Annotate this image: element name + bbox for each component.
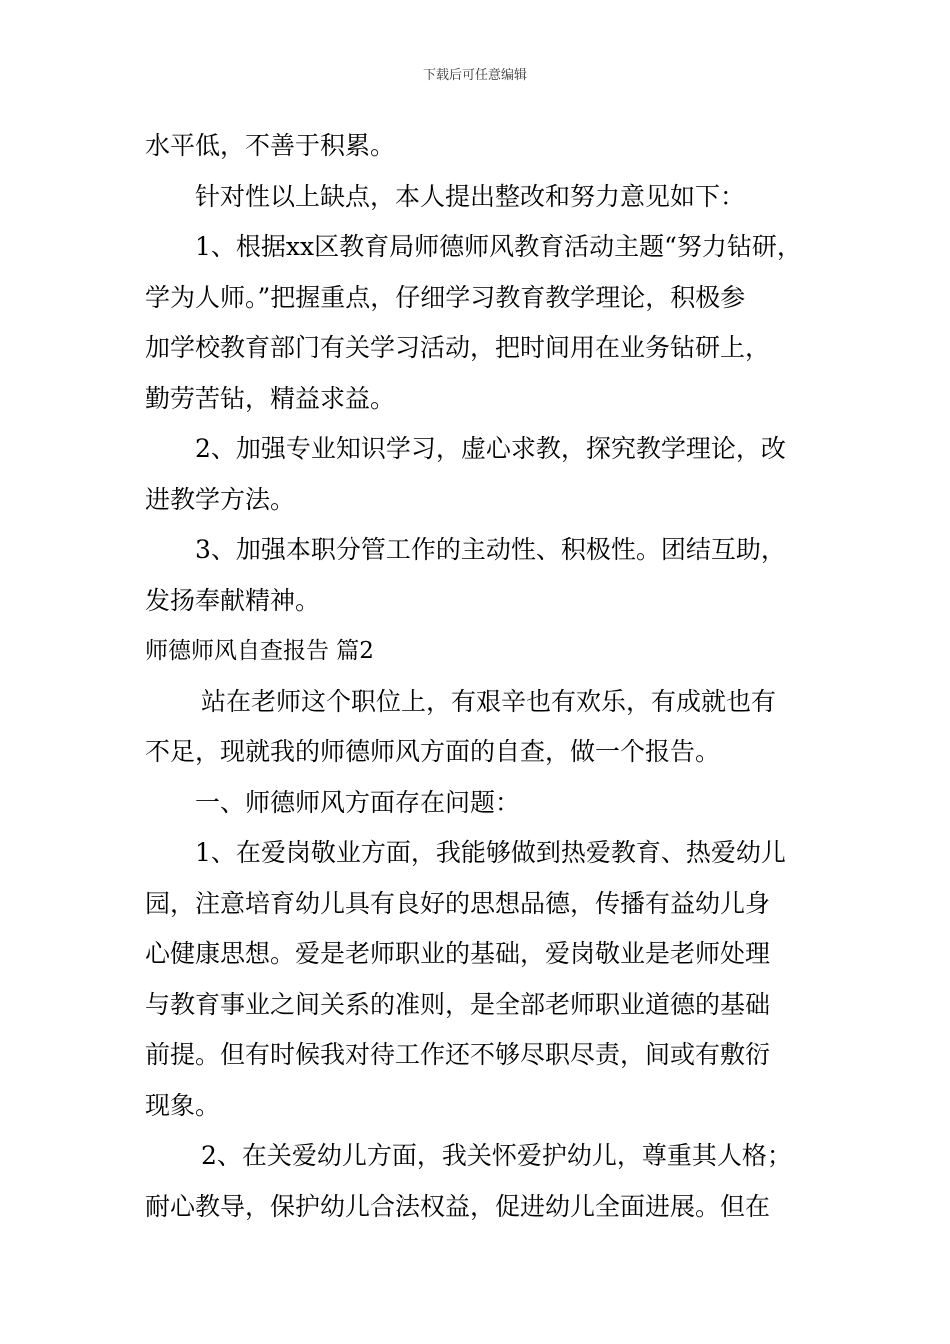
text-line: 进教学方法。 bbox=[145, 484, 296, 514]
text-line: 1、根据xx区教育局师德师风教育活动主题“努力钻研， bbox=[195, 232, 802, 261]
text-line: 2、在关爱幼儿方面，我关怀爱护幼儿，尊重其人格； bbox=[201, 1141, 792, 1170]
text-line: 与教育事业之间关系的准则，是全部老师职业道德的基础 bbox=[145, 989, 771, 1019]
text-line: 2、加强专业知识学习，虚心求教，探究教学理论，改 bbox=[195, 434, 786, 463]
text-line: 针对性以上缺点，本人提出整改和努力意见如下： bbox=[195, 181, 746, 211]
text-line: 学为人师。”把握重点，仔细学习教育教学理论，积极参 bbox=[145, 282, 746, 312]
text-line: 站在老师这个职位上，有艰辛也有欢乐，有成就也有 bbox=[201, 686, 777, 716]
text-line: 一、师德师风方面存在问题： bbox=[195, 787, 521, 817]
text-line: 水平低，不善于积累。 bbox=[145, 131, 396, 160]
text-line: 勤劳苦钻，精益求益。 bbox=[145, 383, 396, 413]
page-header: 下载后可任意编辑 bbox=[422, 68, 527, 83]
text-line: 1、在爱岗敬业方面，我能够做到热爱教育、热爱幼儿 bbox=[195, 838, 786, 867]
text-line: 现象。 bbox=[145, 1090, 221, 1120]
text-line: 3、加强本职分管工作的主动性、积极性。团结互助， bbox=[195, 535, 786, 564]
text-line: 加学校教育部门有关学习活动，把时间用在业务钻研上， bbox=[145, 333, 771, 362]
text-line: 不足，现就我的师德师风方面的自查，做一个报告。 bbox=[145, 737, 721, 766]
text-line: 耐心教导，保护幼儿合法权益，促进幼儿全面进展。但在 bbox=[145, 1191, 771, 1221]
text-line: 心健康思想。爱是老师职业的基础，爱岗敬业是老师处理 bbox=[145, 939, 771, 968]
text-line: 发扬奉献精神。 bbox=[145, 585, 321, 615]
document-body bbox=[145, 121, 825, 1232]
text-line: 园，注意培育幼儿具有良好的思想品德，传播有益幼儿身 bbox=[145, 888, 771, 918]
text-line: 前提。但有时候我对待工作还不够尽职尽责，间或有敷衍 bbox=[145, 1040, 771, 1069]
section-heading: 师德师风自查报告 篇2 bbox=[145, 638, 374, 664]
